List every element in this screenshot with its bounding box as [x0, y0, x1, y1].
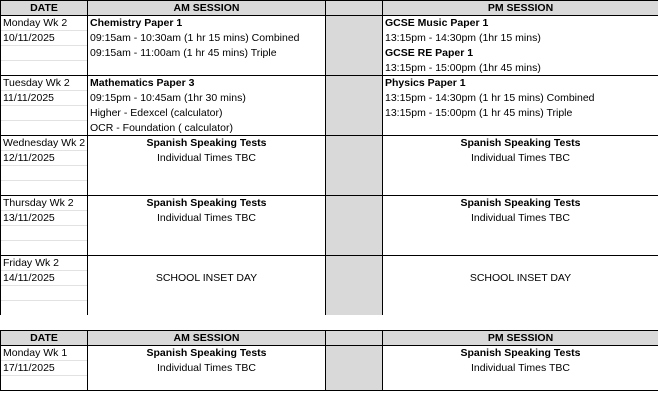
table-row	[1, 106, 658, 121]
table-row	[1, 151, 658, 166]
am-session-line: Mathematics Paper 3	[88, 76, 326, 91]
pm-session-line: Individual Times TBC	[383, 211, 658, 226]
pm-session-line: GCSE Music Paper 1	[383, 16, 658, 31]
table-row	[1, 226, 658, 241]
session-gap	[326, 106, 383, 121]
date-cell-empty	[1, 226, 88, 241]
am-session-line: Spanish Speaking Tests	[88, 346, 326, 361]
session-gap	[326, 361, 383, 376]
table-row	[1, 346, 658, 361]
header-am-session: AM SESSION	[88, 331, 326, 346]
table-row	[1, 271, 658, 286]
am-session-line: Chemistry Paper 1	[88, 16, 326, 31]
am-session-line: 09:15am - 11:00am (1 hr 45 mins) Triple	[88, 46, 326, 61]
day-date: 12/11/2025	[1, 151, 88, 166]
pm-session-line	[383, 286, 658, 301]
day-date: 11/11/2025	[1, 91, 88, 106]
table-row	[1, 196, 658, 211]
session-gap	[326, 46, 383, 61]
session-gap	[326, 61, 383, 76]
am-session-line	[88, 256, 326, 271]
pm-session-line: Individual Times TBC	[383, 151, 658, 166]
date-cell-empty	[1, 301, 88, 316]
day-date: 13/11/2025	[1, 211, 88, 226]
am-session-line	[88, 61, 326, 76]
table-row	[1, 361, 658, 376]
date-cell-empty	[1, 166, 88, 181]
pm-session-line	[383, 301, 658, 316]
table-row	[1, 211, 658, 226]
day-name: Friday Wk 2	[1, 256, 88, 271]
session-gap	[326, 196, 383, 211]
session-gap	[326, 211, 383, 226]
date-cell-empty	[1, 376, 88, 391]
date-cell-empty	[1, 286, 88, 301]
table-row	[1, 286, 658, 301]
table-row	[1, 376, 658, 391]
am-session-line	[88, 226, 326, 241]
pm-session-line: 13:15pm - 14:30pm (1 hr 15 mins) Combined	[383, 91, 658, 106]
pm-session-line	[383, 181, 658, 196]
table-row	[1, 241, 658, 256]
am-session-line: Spanish Speaking Tests	[88, 196, 326, 211]
session-gap	[326, 181, 383, 196]
pm-session-line: 13:15pm - 15:00pm (1hr 45 mins)	[383, 61, 658, 76]
am-session-line: 09:15am - 10:30am (1 hr 15 mins) Combined	[88, 31, 326, 46]
pm-session-line: Individual Times TBC	[383, 361, 658, 376]
table-row	[1, 31, 658, 46]
header-gap	[326, 1, 383, 16]
header-date: DATE	[1, 331, 88, 346]
session-gap	[326, 286, 383, 301]
date-cell-empty	[1, 121, 88, 136]
am-session-line: Spanish Speaking Tests	[88, 136, 326, 151]
am-session-line: Individual Times TBC	[88, 151, 326, 166]
session-gap	[326, 151, 383, 166]
day-date: 10/11/2025	[1, 31, 88, 46]
pm-session-line: Physics Paper 1	[383, 76, 658, 91]
am-session-line	[88, 376, 326, 391]
day-name: Monday Wk 2	[1, 16, 88, 31]
am-session-line	[88, 166, 326, 181]
date-cell-empty	[1, 241, 88, 256]
table-row	[1, 181, 658, 196]
header-pm-session: PM SESSION	[383, 1, 658, 16]
table-row	[1, 166, 658, 181]
date-cell-empty	[1, 46, 88, 61]
table-row	[1, 16, 658, 31]
day-name: Tuesday Wk 2	[1, 76, 88, 91]
session-gap	[326, 256, 383, 271]
session-gap	[326, 76, 383, 91]
session-gap	[326, 376, 383, 391]
header-gap	[326, 331, 383, 346]
table-row	[1, 121, 658, 136]
session-gap	[326, 226, 383, 241]
session-gap	[326, 301, 383, 316]
table-row	[1, 91, 658, 106]
day-date: 14/11/2025	[1, 271, 88, 286]
am-session-line: OCR - Foundation ( calculator)	[88, 121, 326, 136]
exam-timetable-week1	[0, 330, 658, 391]
session-gap	[326, 16, 383, 31]
pm-session-line: 13:15pm - 15:00pm (1 hr 45 mins) Triple	[383, 106, 658, 121]
pm-session-line	[383, 226, 658, 241]
table-row	[1, 301, 658, 316]
table-row	[1, 61, 658, 76]
pm-session-line	[383, 376, 658, 391]
session-gap	[326, 136, 383, 151]
table-row	[1, 136, 658, 151]
am-session-line	[88, 286, 326, 301]
am-session-line: Individual Times TBC	[88, 211, 326, 226]
day-name: Thursday Wk 2	[1, 196, 88, 211]
pm-session-line: Spanish Speaking Tests	[383, 136, 658, 151]
pm-session-line: Spanish Speaking Tests	[383, 196, 658, 211]
date-cell-empty	[1, 106, 88, 121]
am-session-line: SCHOOL INSET DAY	[88, 271, 326, 286]
day-name: Wednesday Wk 2	[1, 136, 88, 151]
date-cell-empty	[1, 61, 88, 76]
pm-session-line	[383, 121, 658, 136]
am-session-line: 09:15pm - 10:45am (1hr 30 mins)	[88, 91, 326, 106]
pm-session-line	[383, 166, 658, 181]
am-session-line: Higher - Edexcel (calculator)	[88, 106, 326, 121]
pm-session-line: SCHOOL INSET DAY	[383, 271, 658, 286]
session-gap	[326, 346, 383, 361]
date-cell-empty	[1, 181, 88, 196]
day-date: 17/11/2025	[1, 361, 88, 376]
header-am-session: AM SESSION	[88, 1, 326, 16]
am-session-line	[88, 181, 326, 196]
pm-session-line: GCSE RE Paper 1	[383, 46, 658, 61]
table-row	[1, 256, 658, 271]
session-gap	[326, 31, 383, 46]
table-row	[1, 76, 658, 91]
am-session-line	[88, 241, 326, 256]
session-gap	[326, 271, 383, 286]
pm-session-line: Spanish Speaking Tests	[383, 346, 658, 361]
am-session-line: Individual Times TBC	[88, 361, 326, 376]
table-row	[1, 46, 658, 61]
week-separator	[0, 315, 658, 330]
header-pm-session: PM SESSION	[383, 331, 658, 346]
pm-session-line	[383, 256, 658, 271]
session-gap	[326, 241, 383, 256]
session-gap	[326, 121, 383, 136]
am-session-line	[88, 301, 326, 316]
session-gap	[326, 166, 383, 181]
day-name: Monday Wk 1	[1, 346, 88, 361]
pm-session-line: 13:15pm - 14:30pm (1hr 15 mins)	[383, 31, 658, 46]
session-gap	[326, 91, 383, 106]
pm-session-line	[383, 241, 658, 256]
header-date: DATE	[1, 1, 88, 16]
